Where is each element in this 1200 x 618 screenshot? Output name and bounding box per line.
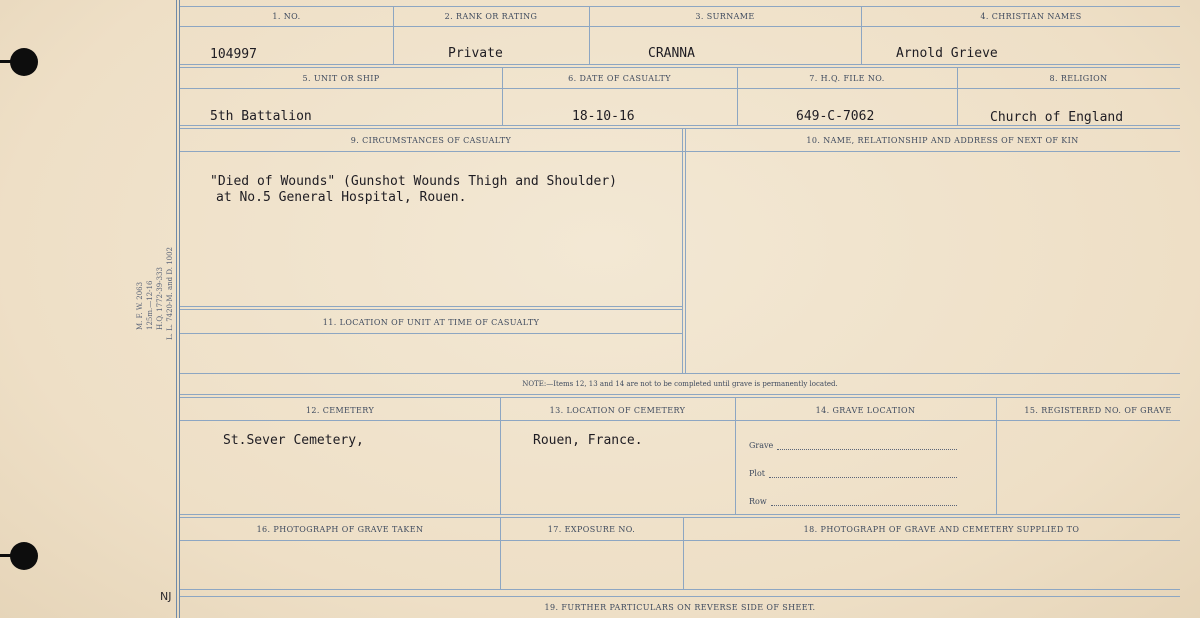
header-grave-location: 14. GRAVE LOCATION [815,406,916,415]
row-label: Row [749,497,767,506]
christian-names-value: Arnold Grieve [896,46,998,61]
header-next-of-kin: 10. NAME, RELATIONSHIP AND ADDRESS OF NEXT OF KIN [806,136,1079,145]
completion-note: NOTE:—Items 12, 13 and 14 are not to be completed until grave is permanently located. [522,380,838,388]
cemetery-location-value: Rouen, France. [533,433,643,448]
header-unit: 5. UNIT OR SHIP [302,74,380,83]
date-value: 18-10-16 [572,109,635,124]
header-photo-supplied: 18. PHOTOGRAPH OF GRAVE AND CEMETERY SUPPLIED TO [803,525,1080,534]
circumstances-line-1: "Died of Wounds" (Gunshot Wounds Thigh and Shoulder) [210,174,617,189]
header-further-particulars: 19. FURTHER PARTICULARS ON REVERSE SIDE OF SHEET. [544,603,816,612]
header-photo-taken: 16. PHOTOGRAPH OF GRAVE TAKEN [256,525,424,534]
header-cemetery: 12. CEMETERY [305,406,375,415]
cemetery-value: St.Sever Cemetery, [223,433,364,448]
file-value: 649-C-7062 [796,109,875,124]
header-surname: 3. SURNAME [695,12,755,21]
grave-field [749,441,957,450]
service-number: 104997 [210,47,257,62]
row-field [749,497,957,506]
punch-hole-top [10,48,38,76]
header-exposure: 17. EXPOSURE NO. [547,525,636,534]
surname-value: CRANNA [648,46,695,61]
header-religion: 8. RELIGION [1049,74,1108,83]
plot-field [749,469,957,478]
header-no: 1. NO. [272,12,301,21]
header-location-unit: 11. LOCATION OF UNIT AT TIME OF CASUALTY [322,318,540,327]
unit-value: 5th Battalion [210,109,312,124]
religion-value: Church of England [990,110,1124,125]
header-file: 7. H.Q. FILE NO. [809,74,885,83]
grave-label: Grave [749,441,774,450]
header-registered-no: 15. REGISTERED NO. OF GRAVE [1024,406,1172,415]
form-number-text: M. F. W. 2063 [136,281,144,330]
corner-mark: NJ [160,590,172,603]
header-christian-names: 4. CHRISTIAN NAMES [980,12,1082,21]
form-print-run-text: 125m.—12-16 [146,280,154,330]
form-printer-text: L. L. 7420-M. and D. 1002 [166,246,174,340]
header-circumstances: 9. CIRCUMSTANCES OF CASUALTY [350,136,512,145]
rank-value: Private [448,46,503,61]
circumstances-line-2: at No.5 General Hospital, Rouen. [216,190,467,205]
form-hq-text: H.Q. 1772-39-333 [156,267,164,330]
plot-label: Plot [749,469,765,478]
punch-hole-bottom [10,542,38,570]
header-location-cemetery: 13. LOCATION OF CEMETERY [549,406,686,415]
header-rank: 2. RANK OR RATING [444,12,538,21]
header-date: 6. DATE OF CASUALTY [568,74,671,83]
